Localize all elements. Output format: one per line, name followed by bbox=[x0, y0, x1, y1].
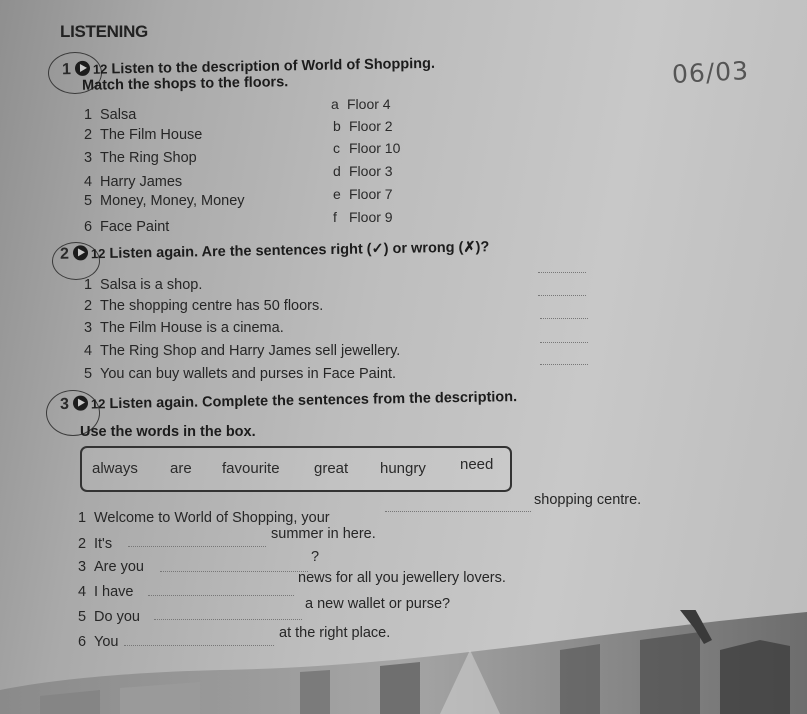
gap-sentence-5: 5 Do you bbox=[78, 609, 140, 625]
gap-sentence-3-end: ? bbox=[311, 549, 320, 565]
box-word: great bbox=[314, 460, 349, 477]
shop-item-2: 2 The Film House bbox=[84, 127, 203, 143]
answer-line-2-3[interactable] bbox=[540, 318, 588, 319]
floor-option-b: b Floor 2 bbox=[333, 118, 393, 134]
floor-option-f: f Floor 9 bbox=[333, 209, 393, 225]
floor-option-c: c Floor 10 bbox=[333, 140, 401, 156]
exercise-1-instruction: Listen to the description of World of Shopping. bbox=[111, 55, 436, 78]
answer-line-2-1[interactable] bbox=[538, 272, 586, 273]
handwritten-date: 06/03 bbox=[671, 56, 750, 89]
shop-item-6: 6 Face Paint bbox=[84, 219, 170, 235]
gap-sentence-1-end: shopping centre. bbox=[534, 492, 642, 508]
box-word: favourite bbox=[222, 460, 280, 477]
box-word: are bbox=[170, 460, 192, 477]
gap-sentence-3: 3 Are you bbox=[78, 559, 144, 575]
exercise-1-track: 12 bbox=[92, 61, 108, 77]
shop-item-3: 3 The Ring Shop bbox=[84, 150, 197, 166]
gap-sentence-2-end: summer in here. bbox=[271, 526, 376, 542]
exercise-3-number: 3 bbox=[59, 395, 70, 413]
exercise-3-track: 12 bbox=[90, 396, 106, 412]
exercise-1-instruction-2: Match the shops to the floors. bbox=[81, 74, 289, 94]
statement-3: 3 The Film House is a cinema. bbox=[84, 320, 284, 336]
word-box bbox=[80, 446, 512, 492]
shop-item-5: 5 Money, Money, Money bbox=[84, 193, 245, 209]
exercise-3-instruction-2: Use the words in the box. bbox=[80, 424, 256, 440]
exercise-3-instruction: Listen again. Complete the sentences from the description. bbox=[109, 389, 518, 413]
floor-option-a: a Floor 4 bbox=[331, 96, 391, 112]
answer-line-2-2[interactable] bbox=[538, 295, 586, 296]
box-word: need bbox=[460, 456, 494, 473]
box-word: hungry bbox=[380, 460, 426, 477]
gap-line-1[interactable] bbox=[385, 511, 531, 512]
gap-sentence-4-end: news for all you jewellery lovers. bbox=[298, 570, 506, 586]
gap-line-2[interactable] bbox=[128, 546, 266, 547]
shop-item-1: 1 Salsa bbox=[84, 107, 137, 123]
exercise-2-heading bbox=[60, 238, 490, 263]
answer-line-2-4[interactable] bbox=[540, 342, 588, 343]
gap-line-3[interactable] bbox=[160, 571, 308, 572]
exercise-1-number: 1 bbox=[61, 61, 72, 79]
gap-line-4[interactable] bbox=[148, 595, 294, 596]
gap-sentence-6: 6 You bbox=[78, 634, 119, 650]
answer-line-2-5[interactable] bbox=[540, 364, 588, 365]
section-title: LISTENING bbox=[60, 22, 148, 41]
statement-2: 2 The shopping centre has 50 floors. bbox=[84, 298, 324, 314]
box-word: always bbox=[92, 460, 138, 477]
exercise-2-instruction: Listen again. Are the sentences right (✓) or wrong (✗)? bbox=[109, 239, 490, 262]
audio-play-icon[interactable] bbox=[75, 61, 90, 76]
audio-play-icon[interactable] bbox=[73, 245, 88, 260]
gap-sentence-5-end: a new wallet or purse? bbox=[305, 596, 451, 612]
statement-1: 1 Salsa is a shop. bbox=[84, 277, 203, 293]
shop-item-4: 4 Harry James bbox=[84, 174, 183, 190]
gap-sentence-2: 2 It's bbox=[78, 536, 113, 552]
exercise-2-track: 12 bbox=[90, 245, 106, 262]
statement-4: 4 The Ring Shop and Harry James sell jewellery. bbox=[84, 343, 401, 359]
exercise-2-number: 2 bbox=[59, 245, 70, 263]
gap-sentence-6-end: at the right place. bbox=[279, 625, 391, 641]
shopping-mall-photo bbox=[0, 610, 807, 714]
statement-5: 5 You can buy wallets and purses in Face Paint. bbox=[84, 366, 397, 382]
exercise-3-heading bbox=[60, 388, 517, 414]
gap-sentence-1: 1 Welcome to World of Shopping, your bbox=[78, 510, 330, 526]
floor-option-d: d Floor 3 bbox=[333, 163, 393, 179]
gap-sentence-4: 4 I have bbox=[78, 584, 134, 600]
audio-play-icon[interactable] bbox=[73, 396, 88, 411]
floor-option-e: e Floor 7 bbox=[333, 186, 393, 202]
